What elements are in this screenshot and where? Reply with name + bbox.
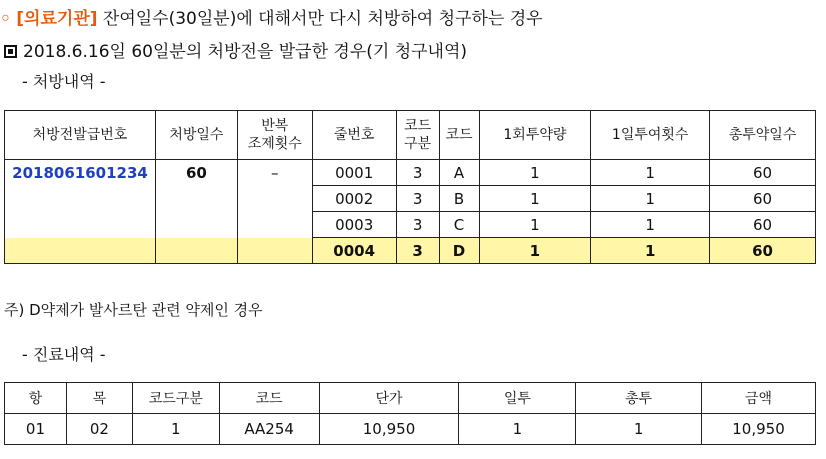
empty-cell bbox=[5, 238, 156, 264]
prescription-table bbox=[4, 110, 816, 264]
case-text: 2018.6.16일 60일분의 처방전을 발급한 경우(기 청구내역) bbox=[23, 42, 468, 62]
col-header-code: 코드 bbox=[439, 111, 479, 160]
empty-cell bbox=[5, 186, 156, 212]
code-type: 3 bbox=[396, 212, 439, 238]
col-header-line: 줄번호 bbox=[312, 111, 396, 160]
table-header-row bbox=[5, 111, 816, 160]
bullet-icon: ◦ bbox=[0, 9, 11, 29]
col-header-code: 코드 bbox=[219, 383, 319, 414]
col-header-dose: 1회투약량 bbox=[479, 111, 591, 160]
total: 1 bbox=[576, 414, 702, 445]
table-row bbox=[5, 414, 816, 445]
col-header-days: 처방일수 bbox=[155, 111, 237, 160]
daily-count: 1 bbox=[591, 186, 710, 212]
daily: 1 bbox=[459, 414, 576, 445]
col-header-issue-no: 처방전발급번호 bbox=[5, 111, 156, 160]
col-header-code-type: 코드구분 bbox=[132, 383, 219, 414]
daily-count: 1 bbox=[591, 160, 710, 186]
col-header-daily: 1일투여횟수 bbox=[591, 111, 710, 160]
repeat-count: – bbox=[237, 160, 312, 186]
section-title-treatment: - 진료내역 - bbox=[22, 345, 106, 364]
prescription-days: 60 bbox=[155, 160, 237, 186]
total-days: 60 bbox=[710, 238, 816, 264]
empty-cell bbox=[237, 212, 312, 238]
col-header-unit-price: 단가 bbox=[319, 383, 459, 414]
empty-cell bbox=[5, 212, 156, 238]
table-row bbox=[5, 186, 816, 212]
code-type: 1 bbox=[132, 414, 219, 445]
empty-cell bbox=[155, 238, 237, 264]
highlighted-row bbox=[5, 238, 816, 264]
total-days: 60 bbox=[710, 186, 816, 212]
table-header-row bbox=[5, 383, 816, 414]
code: B bbox=[439, 186, 479, 212]
code: AA254 bbox=[219, 414, 319, 445]
col-header-daily: 일투 bbox=[459, 383, 576, 414]
table-row bbox=[5, 212, 816, 238]
empty-cell bbox=[237, 186, 312, 212]
daily-count: 1 bbox=[591, 212, 710, 238]
treatment-table bbox=[4, 382, 816, 445]
sub-item: 02 bbox=[66, 414, 132, 445]
dose: 1 bbox=[479, 186, 591, 212]
code: D bbox=[439, 238, 479, 264]
section-title-prescription: - 처방내역 - bbox=[22, 72, 106, 91]
col-header-total: 총투 bbox=[576, 383, 702, 414]
empty-cell bbox=[155, 212, 237, 238]
col-header-amount: 금액 bbox=[702, 383, 816, 414]
item: 01 bbox=[5, 414, 67, 445]
col-header-repeat: 반복 조제횟수 bbox=[237, 111, 312, 160]
line-number: 0003 bbox=[312, 212, 396, 238]
note-text: 주) D약제가 발사르탄 관련 약제인 경우 bbox=[4, 301, 263, 319]
line-number: 0001 bbox=[312, 160, 396, 186]
square-bullet-icon bbox=[4, 45, 17, 58]
code: A bbox=[439, 160, 479, 186]
code: C bbox=[439, 212, 479, 238]
line-number: 0002 bbox=[312, 186, 396, 212]
unit-price: 10,950 bbox=[319, 414, 459, 445]
line-number: 0004 bbox=[312, 238, 396, 264]
intro-line bbox=[0, 4, 543, 29]
total-days: 60 bbox=[710, 212, 816, 238]
daily-count: 1 bbox=[591, 238, 710, 264]
issue-number: 2018061601234 bbox=[5, 160, 156, 186]
intro-tag: [의료기관] bbox=[16, 9, 98, 29]
case-line bbox=[4, 37, 467, 62]
total-days: 60 bbox=[710, 160, 816, 186]
code-type: 3 bbox=[396, 160, 439, 186]
col-header-total: 총투약일수 bbox=[710, 111, 816, 160]
col-header-code-type: 코드 구분 bbox=[396, 111, 439, 160]
amount: 10,950 bbox=[702, 414, 816, 445]
intro-text: 잔여일수(30일분)에 대해서만 다시 처방하여 청구하는 경우 bbox=[97, 9, 543, 29]
dose: 1 bbox=[479, 238, 591, 264]
table-row bbox=[5, 160, 816, 186]
code-type: 3 bbox=[396, 238, 439, 264]
code-type: 3 bbox=[396, 186, 439, 212]
dose: 1 bbox=[479, 160, 591, 186]
col-header-item: 항 bbox=[5, 383, 67, 414]
dose: 1 bbox=[479, 212, 591, 238]
empty-cell bbox=[237, 238, 312, 264]
col-header-sub-item: 목 bbox=[66, 383, 132, 414]
empty-cell bbox=[155, 186, 237, 212]
